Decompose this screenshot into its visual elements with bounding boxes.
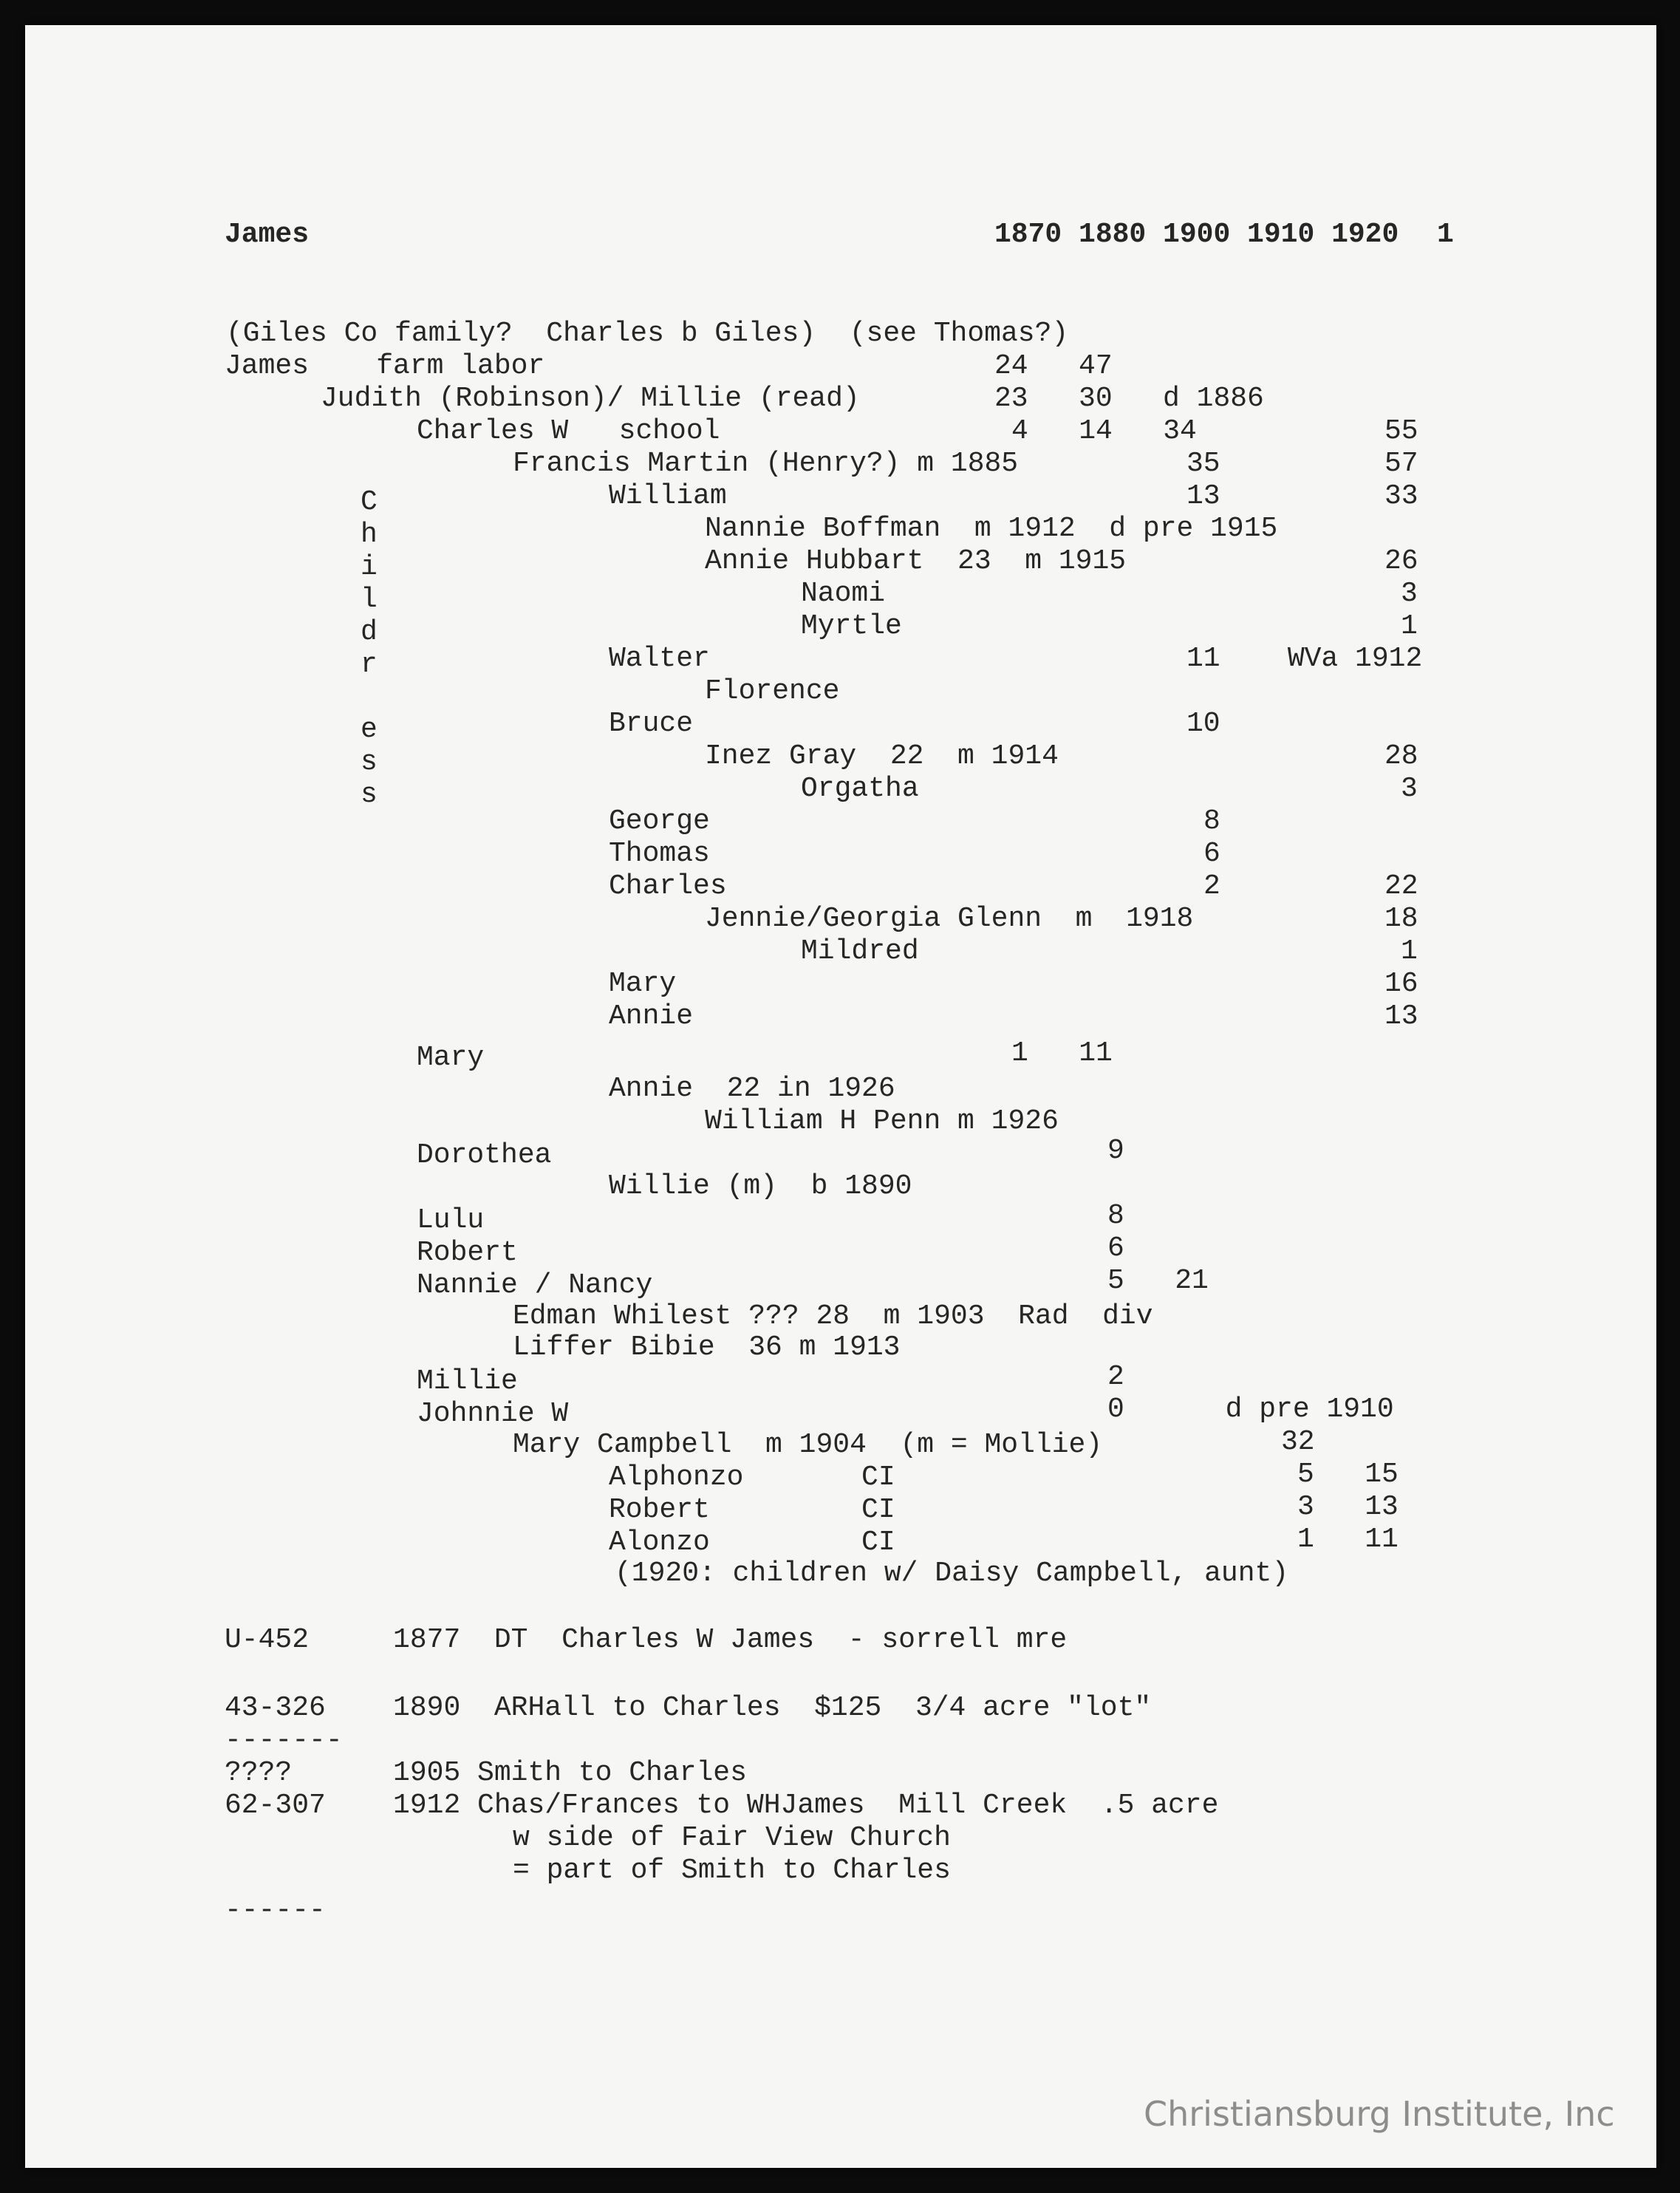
deed-record: U-452 1877 DT Charles W James - sorrell mre [225,1624,1068,1656]
side-label-letter: r [361,649,378,681]
person-name: William [609,480,727,512]
person-name: Walter [609,643,710,675]
person-name: Mary Campbell m 1904 (m = Mollie) [513,1429,1103,1461]
side-label-letter: C [361,486,378,518]
person-name: Charles W school [417,415,720,447]
person-name: Orgatha [801,773,919,805]
census-ages: 1 11 [1297,1524,1399,1555]
person-name: Mildred [801,935,919,967]
census-age-1920: 55 [1384,415,1418,447]
census-age-1920: 28 [1384,740,1418,772]
watermark: Christiansburg Institute, Inc [1144,2094,1615,2134]
deed-record: 43-326 1890 ARHall to Charles $125 3/4 acre "lot" [225,1692,1152,1724]
person-name: Robert [417,1237,518,1269]
person-name: William H Penn m 1926 [705,1105,1059,1137]
side-label-letter: e [361,714,378,746]
census-ages: 5 21 [1107,1265,1209,1297]
person-name: Dorothea [417,1139,552,1171]
census-age: 32 [1281,1426,1315,1458]
person-name: Mary [417,1042,485,1074]
deed-record: 62-307 1912 Chas/Frances to WHJames Mill Creek .5 acre [225,1790,1219,1821]
census-age-1920: 13 [1384,1000,1418,1032]
census-ages: 24 47 [994,350,1113,382]
deed-record: ???? 1905 Smith to Charles [225,1757,747,1789]
deed-separator: ------- [225,1725,343,1756]
side-label-letter: d [361,616,378,648]
genealogy-note: (Giles Co family? Charles b Giles) (see Thomas?) [226,318,1069,349]
census-ages: 1 11 [1011,1037,1113,1069]
census-age-1920: 3 [1401,773,1418,805]
census-age-1920: 18 [1384,903,1418,935]
person-name: Edman Whilest ??? 28 m 1903 Rad div [513,1300,1153,1332]
person-name: Inez Gray 22 m 1914 [705,740,1059,772]
person-name: Nannie / Nancy [417,1269,653,1301]
census-ages: 5 15 [1297,1459,1399,1490]
genealogy-note: (1920: children w/ Daisy Campbell, aunt) [615,1558,1289,1589]
person-name: Annie Hubbart 23 m 1915 [705,545,1127,577]
person-name: Bruce [609,708,694,740]
census-ages: 23 30 d 1886 [994,383,1264,415]
census-age-1920: 22 [1384,870,1418,902]
person-name: Nannie Boffman m 1912 d pre 1915 [705,513,1278,545]
person-name: Mary [609,968,677,1000]
person-name: Jennie/Georgia Glenn m 1918 [705,903,1194,935]
typed-document-page [25,25,1656,2168]
person-name: Charles [609,870,727,902]
person-name: Myrtle [801,610,902,642]
census-age: 35 [1186,448,1220,480]
census-age: 10 [1186,708,1220,740]
person-name: Alphonzo CI [609,1462,895,1493]
person-name: Lulu [417,1204,485,1236]
deed-separator: ------ [225,1894,326,1926]
person-name: Naomi [801,578,886,610]
census-age: 6 [1203,838,1220,870]
side-label-letter: l [361,584,378,615]
header-census-years: 1870 1880 1900 1910 1920 [994,219,1399,250]
person-name: Alonzo CI [609,1527,895,1558]
deed-record-continuation: = part of Smith to Charles [513,1855,951,1886]
census-age-1920: 57 [1384,448,1418,480]
census-age-1920: 16 [1384,968,1418,1000]
census-ages: 0 d pre 1910 [1107,1394,1394,1425]
census-ages: 4 14 34 [1011,415,1197,447]
header-overstrike-digit: 1 [1437,219,1454,250]
census-age: 2 [1203,870,1220,902]
person-name: Johnnie W [417,1398,569,1430]
census-age: 9 [1107,1135,1124,1167]
header-surname: James [225,219,310,250]
person-name: Liffer Bibie 36 m 1913 [513,1331,901,1363]
person-name: George [609,805,710,837]
census-age: 13 [1186,480,1220,512]
census-age: 8 [1107,1200,1124,1232]
person-name: Millie [417,1365,518,1397]
census-age: 6 [1107,1232,1124,1264]
person-name: Judith (Robinson)/ Millie (read) [321,383,860,415]
census-age-1920: 26 [1384,545,1418,577]
person-name: Robert CI [609,1494,895,1526]
census-age-1920: 3 [1401,578,1418,610]
census-ages: 3 13 [1297,1491,1399,1523]
person-name: Willie (m) b 1890 [609,1170,912,1202]
side-label-letter: h [361,519,378,550]
side-label-letter: i [361,551,378,583]
person-name: Annie 22 in 1926 [609,1073,895,1105]
census-age-1920: 1 [1401,935,1418,967]
person-name: James farm labor [225,350,545,382]
person-name: Annie [609,1000,694,1032]
side-label-letter: s [361,746,378,778]
census-age: 8 [1203,805,1220,837]
census-ages: 11 WVa 1912 [1186,643,1423,675]
census-age-1920: 33 [1384,480,1418,512]
census-age: 2 [1107,1361,1124,1393]
person-name: Francis Martin (Henry?) m 1885 [513,448,1019,480]
census-age-1920: 1 [1401,610,1418,642]
person-name: Florence [705,675,840,707]
person-name: Thomas [609,838,710,870]
deed-record-continuation: w side of Fair View Church [513,1822,951,1854]
side-label-letter: s [361,779,378,811]
